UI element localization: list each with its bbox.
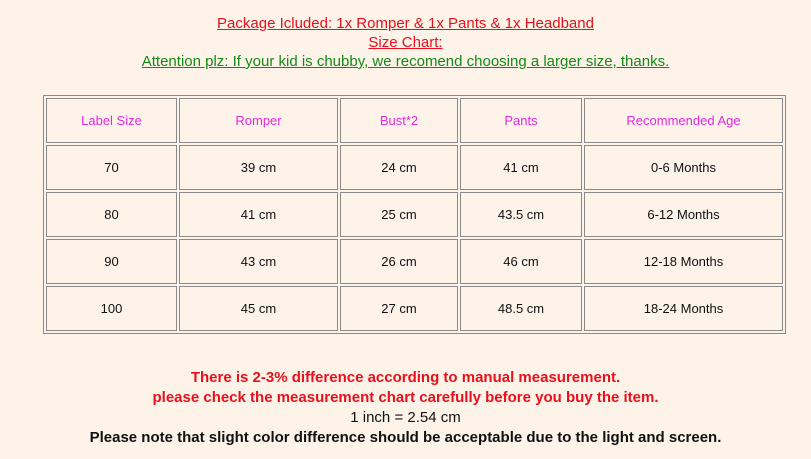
cell-bust: 24 cm [340, 145, 458, 190]
header-bust: Bust*2 [340, 98, 458, 143]
cell-pants: 41 cm [460, 145, 582, 190]
note-color-difference: Please note that slight color difference should be acceptable due to the light and screen. [89, 429, 722, 446]
cell-recommended-age: 12-18 Months [584, 239, 783, 284]
cell-pants: 48.5 cm [460, 286, 582, 331]
size-table [43, 95, 786, 334]
table-row [46, 192, 783, 237]
cell-bust: 25 cm [340, 192, 458, 237]
size-chart-title: Size Chart: [368, 34, 443, 51]
cell-recommended-age: 6-12 Months [584, 192, 783, 237]
cell-romper: 39 cm [179, 145, 338, 190]
table-row [46, 145, 783, 190]
note-difference: There is 2-3% difference according to manual measurement. [190, 369, 621, 386]
cell-label-size: 90 [46, 239, 177, 284]
header [0, 14, 811, 71]
cell-recommended-age: 0-6 Months [584, 145, 783, 190]
header-recommended-age: Recommended Age [584, 98, 783, 143]
cell-recommended-age: 18-24 Months [584, 286, 783, 331]
header-label-size: Label Size [46, 98, 177, 143]
note-check-chart: please check the measurement chart carefully before you buy the item. [152, 389, 659, 406]
size-table-container [43, 95, 786, 334]
cell-pants: 46 cm [460, 239, 582, 284]
table-row [46, 239, 783, 284]
attention-line: Attention plz: If your kid is chubby, we recomend choosing a larger size, thanks. [141, 53, 670, 70]
package-line: Package Icluded: 1x Romper & 1x Pants & 1x Headband [217, 15, 594, 32]
note-inch-conversion: 1 inch = 2.54 cm [350, 409, 461, 426]
cell-romper: 41 cm [179, 192, 338, 237]
cell-romper: 43 cm [179, 239, 338, 284]
header-pants: Pants [460, 98, 582, 143]
cell-bust: 26 cm [340, 239, 458, 284]
cell-romper: 45 cm [179, 286, 338, 331]
table-header-row [46, 98, 783, 143]
header-romper: Romper [179, 98, 338, 143]
cell-label-size: 70 [46, 145, 177, 190]
table-row [46, 286, 783, 331]
cell-bust: 27 cm [340, 286, 458, 331]
notes [0, 368, 811, 448]
cell-label-size: 100 [46, 286, 177, 331]
cell-label-size: 80 [46, 192, 177, 237]
cell-pants: 43.5 cm [460, 192, 582, 237]
